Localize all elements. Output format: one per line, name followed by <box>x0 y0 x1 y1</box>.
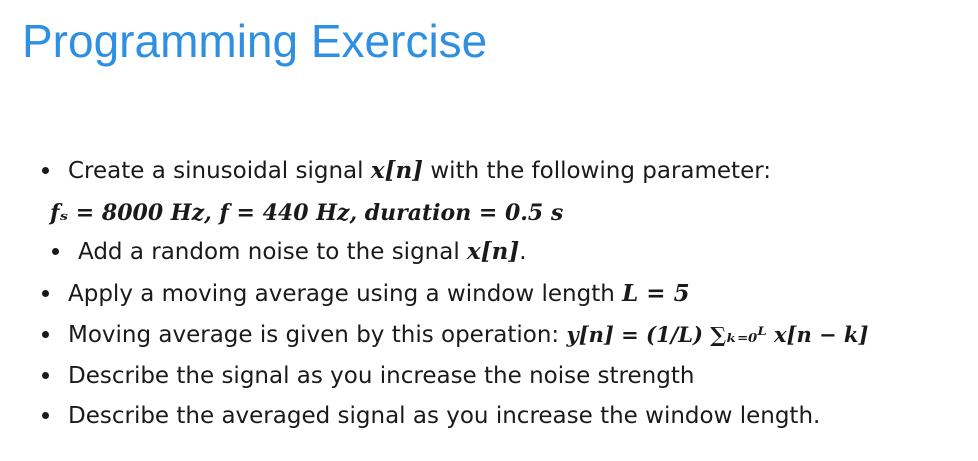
page-title: Programming Exercise <box>22 15 488 67</box>
item-text: Describe the averaged signal as you increase the window length. <box>68 403 821 429</box>
list-item-describe-signal <box>68 361 694 391</box>
list-item-moving-average <box>68 279 690 309</box>
bullet-dot <box>42 290 49 297</box>
list-item-add-noise <box>78 237 527 267</box>
bullet-dot <box>52 248 59 255</box>
bullet-dot <box>42 331 49 338</box>
item-math: x[n] <box>467 238 520 265</box>
item-text-end: . <box>519 239 527 265</box>
bullet-dot <box>42 412 49 419</box>
list-item-describe-averaged <box>68 401 820 431</box>
item-text: Create a sinusoidal signal <box>68 158 371 184</box>
item-text: Apply a moving average using a window length <box>68 281 623 307</box>
list-item-create-signal <box>68 156 771 186</box>
item-math-formula: y[n] = (1/L) ∑ₖ₌₀ᴸ x[n − k] <box>566 322 869 347</box>
item-text: Describe the signal as you increase the noise strength <box>68 363 695 389</box>
item-math: x[n] <box>370 157 424 184</box>
item-text: Moving average is given by this operation: <box>68 322 567 348</box>
bullet-dot <box>42 372 49 379</box>
list-item-formula <box>68 320 868 350</box>
item-math: L = 5 <box>622 280 690 307</box>
item-text-end: with the following parameter: <box>423 158 772 184</box>
parameter-line: fₛ = 8000 Hz, f = 440 Hz, duration = 0.5 s <box>50 200 564 226</box>
bullet-dot <box>42 167 49 174</box>
item-text: Add a random noise to the signal <box>78 239 468 265</box>
